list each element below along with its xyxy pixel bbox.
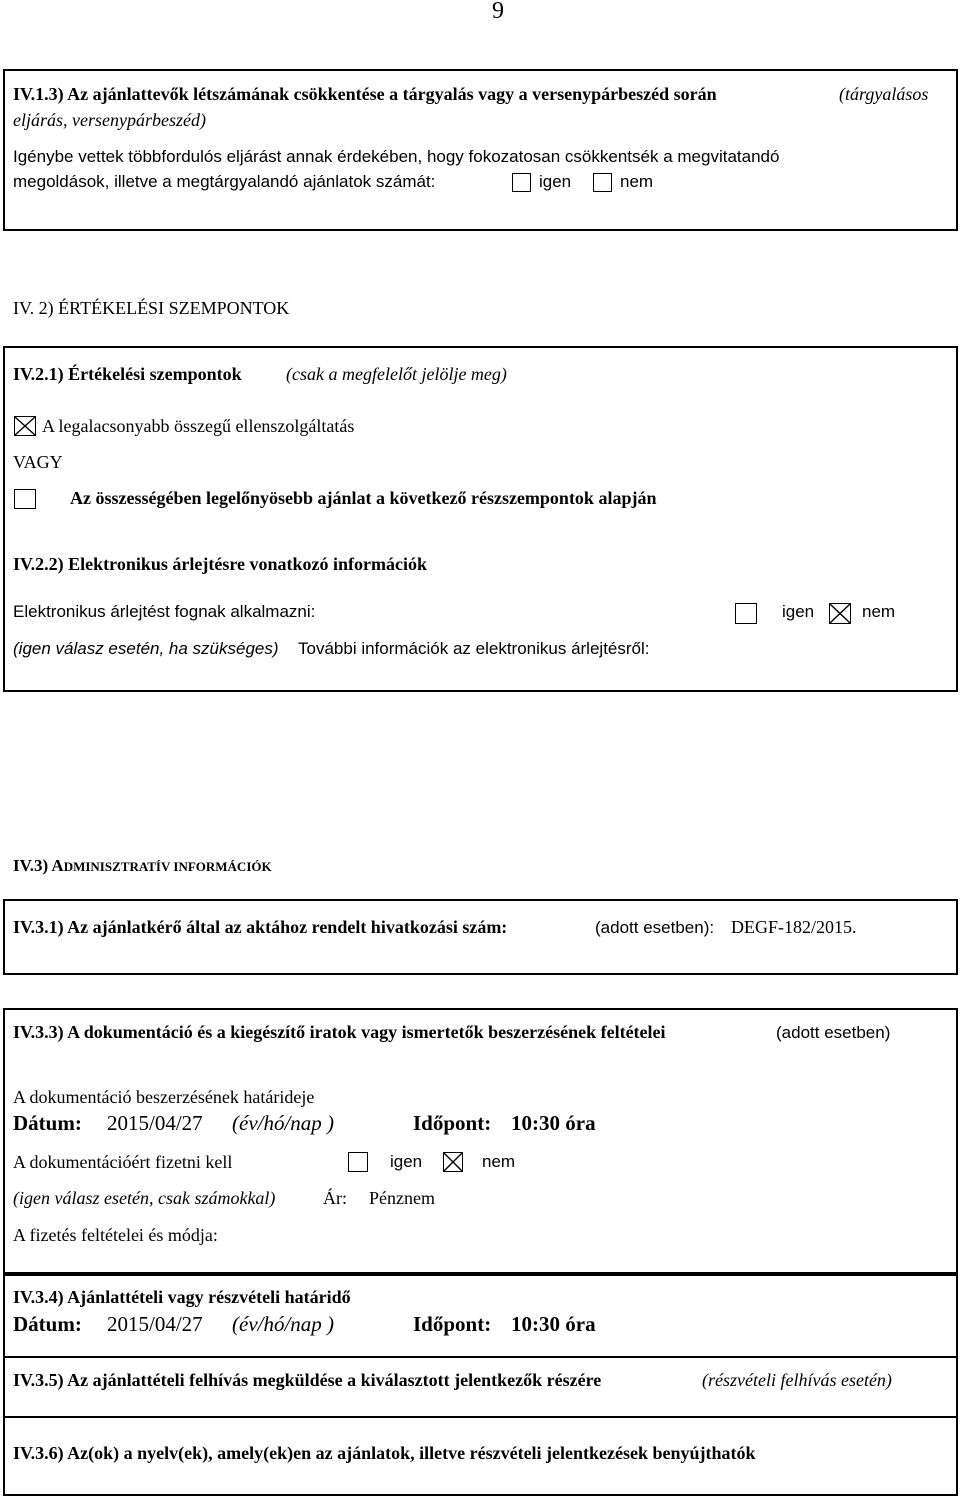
section-heading-iv-3-5: IV.3.5) Az ajánlattételi felhívás megküldése a kiválasztott jelentkezők részére <box>13 1370 602 1390</box>
doc-pay-yes-label: igen <box>390 1152 423 1171</box>
doc-time-value: 10:30 óra <box>511 1111 596 1135</box>
section-heading-iv-2-2: IV.2.2) Elektronikus árlejtésre vonatkozó információk <box>13 554 427 574</box>
e-auction-no-checkbox[interactable] <box>829 603 851 624</box>
doc-time-label: Időpont: <box>413 1111 492 1135</box>
doc-pay-yes-checkbox[interactable] <box>348 1152 368 1172</box>
doc-date-format: (év/hó/nap ) <box>232 1111 335 1135</box>
doc-pay-no-label: nem <box>482 1152 516 1171</box>
multistage-no-checkbox[interactable] <box>593 173 612 192</box>
section-heading-iv-3-4: IV.3.4) Ajánlattételi vagy részvételi határidő <box>13 1287 351 1307</box>
multistage-question-line1: Igénybe vettek többfordulós eljárást annak érdekében, hogy fokozatosan csökkentsék a megvitatandó <box>13 147 780 166</box>
doc-pay-no-checkbox[interactable] <box>443 1152 463 1172</box>
section-title-iv-3-prefix: IV.3) A <box>13 856 64 875</box>
best-value-label: Az összességében legelőnyösebb ajánlat a következő részszempontok alapján <box>70 488 657 508</box>
currency-label: Pénznem <box>369 1188 435 1208</box>
or-label: VAGY <box>13 452 63 472</box>
multistage-yes-checkbox[interactable] <box>512 173 531 192</box>
more-info-label: További információk az elektronikus árlejtésről: <box>298 639 650 658</box>
section-heading-iv-3-3: IV.3.3) A dokumentáció és a kiegészítő iratok vagy ismertetők beszerzésének feltételei <box>13 1022 666 1042</box>
reference-number-value: DEGF-182/2015. <box>731 917 857 937</box>
doc-date-value: 2015/04/27 <box>107 1111 203 1135</box>
best-value-checkbox[interactable] <box>14 489 36 509</box>
more-info-italic: (igen válasz esetén, ha szükséges) <box>13 639 279 658</box>
section-note-iv-3-1: (adott esetben): <box>595 918 715 937</box>
multistage-no-label: nem <box>620 172 654 191</box>
section-title-iv-3-rest: DMINISZTRATÍV INFORMÁCIÓK <box>63 859 272 874</box>
deadline-time-value: 10:30 óra <box>511 1312 596 1336</box>
page-number: 9 <box>492 0 504 24</box>
checked-x-icon <box>444 1153 462 1171</box>
e-auction-yes-checkbox[interactable] <box>735 603 757 624</box>
e-auction-yes-label: igen <box>782 602 815 621</box>
price-italic-note: (igen válasz esetén, csak számokkal) <box>13 1188 276 1208</box>
section-heading-iv-3-6: IV.3.6) Az(ok) a nyelv(ek), amely(ek)en az ajánlatok, illetve részvételi jelentkezések benyújthatók <box>13 1443 756 1463</box>
section-note-iv-3-5: (részvételi felhívás esetén) <box>702 1370 892 1390</box>
price-label: Ár: <box>323 1188 347 1208</box>
deadline-date-value: 2015/04/27 <box>107 1312 203 1336</box>
section-heading-iv-2-1: IV.2.1) Értékelési szempontok <box>13 364 242 384</box>
section-title-iv-2: IV. 2) ÉRTÉKELÉSI SZEMPONTOK <box>13 298 290 318</box>
deadline-time-label: Időpont: <box>413 1312 492 1336</box>
section-note-iv-3-3: (adott esetben) <box>776 1023 891 1042</box>
checked-x-icon <box>15 417 35 435</box>
section-heading-iv-3-1: IV.3.1) Az ajánlatkérő által az aktához rendelt hivatkozási szám: <box>13 917 508 937</box>
payment-terms-label: A fizetés feltételei és módja: <box>13 1225 218 1245</box>
section-heading-iv-1-3-italic-line2: eljárás, versenypárbeszéd) <box>13 110 206 130</box>
deadline-date-label: Dátum: <box>13 1312 82 1336</box>
multistage-yes-label: igen <box>539 172 572 191</box>
e-auction-no-label: nem <box>862 602 896 621</box>
section-title-iv-3 <box>13 855 272 876</box>
checked-x-icon <box>830 604 850 623</box>
doc-date-label: Dátum: <box>13 1111 82 1135</box>
doc-deadline-label: A dokumentáció beszerzésének határideje <box>13 1087 315 1107</box>
section-heading-iv-1-3-italic: (tárgyalásos <box>839 84 929 104</box>
deadline-date-format: (év/hó/nap ) <box>232 1312 335 1336</box>
lowest-price-checkbox[interactable] <box>14 416 36 436</box>
lowest-price-label: A legalacsonyabb összegű ellenszolgáltatás <box>42 416 355 436</box>
multistage-question-line2: megoldások, illetve a megtárgyalandó ajánlatok számát: <box>13 172 436 191</box>
section-note-iv-2-1: (csak a megfelelőt jelölje meg) <box>286 364 507 384</box>
section-heading-iv-1-3: IV.1.3) Az ajánlattevők létszámának csökkentése a tárgyalás vagy a versenypárbeszéd során <box>13 84 717 104</box>
doc-pay-label: A dokumentációért fizetni kell <box>13 1152 233 1172</box>
e-auction-label: Elektronikus árlejtést fognak alkalmazni: <box>13 602 316 621</box>
